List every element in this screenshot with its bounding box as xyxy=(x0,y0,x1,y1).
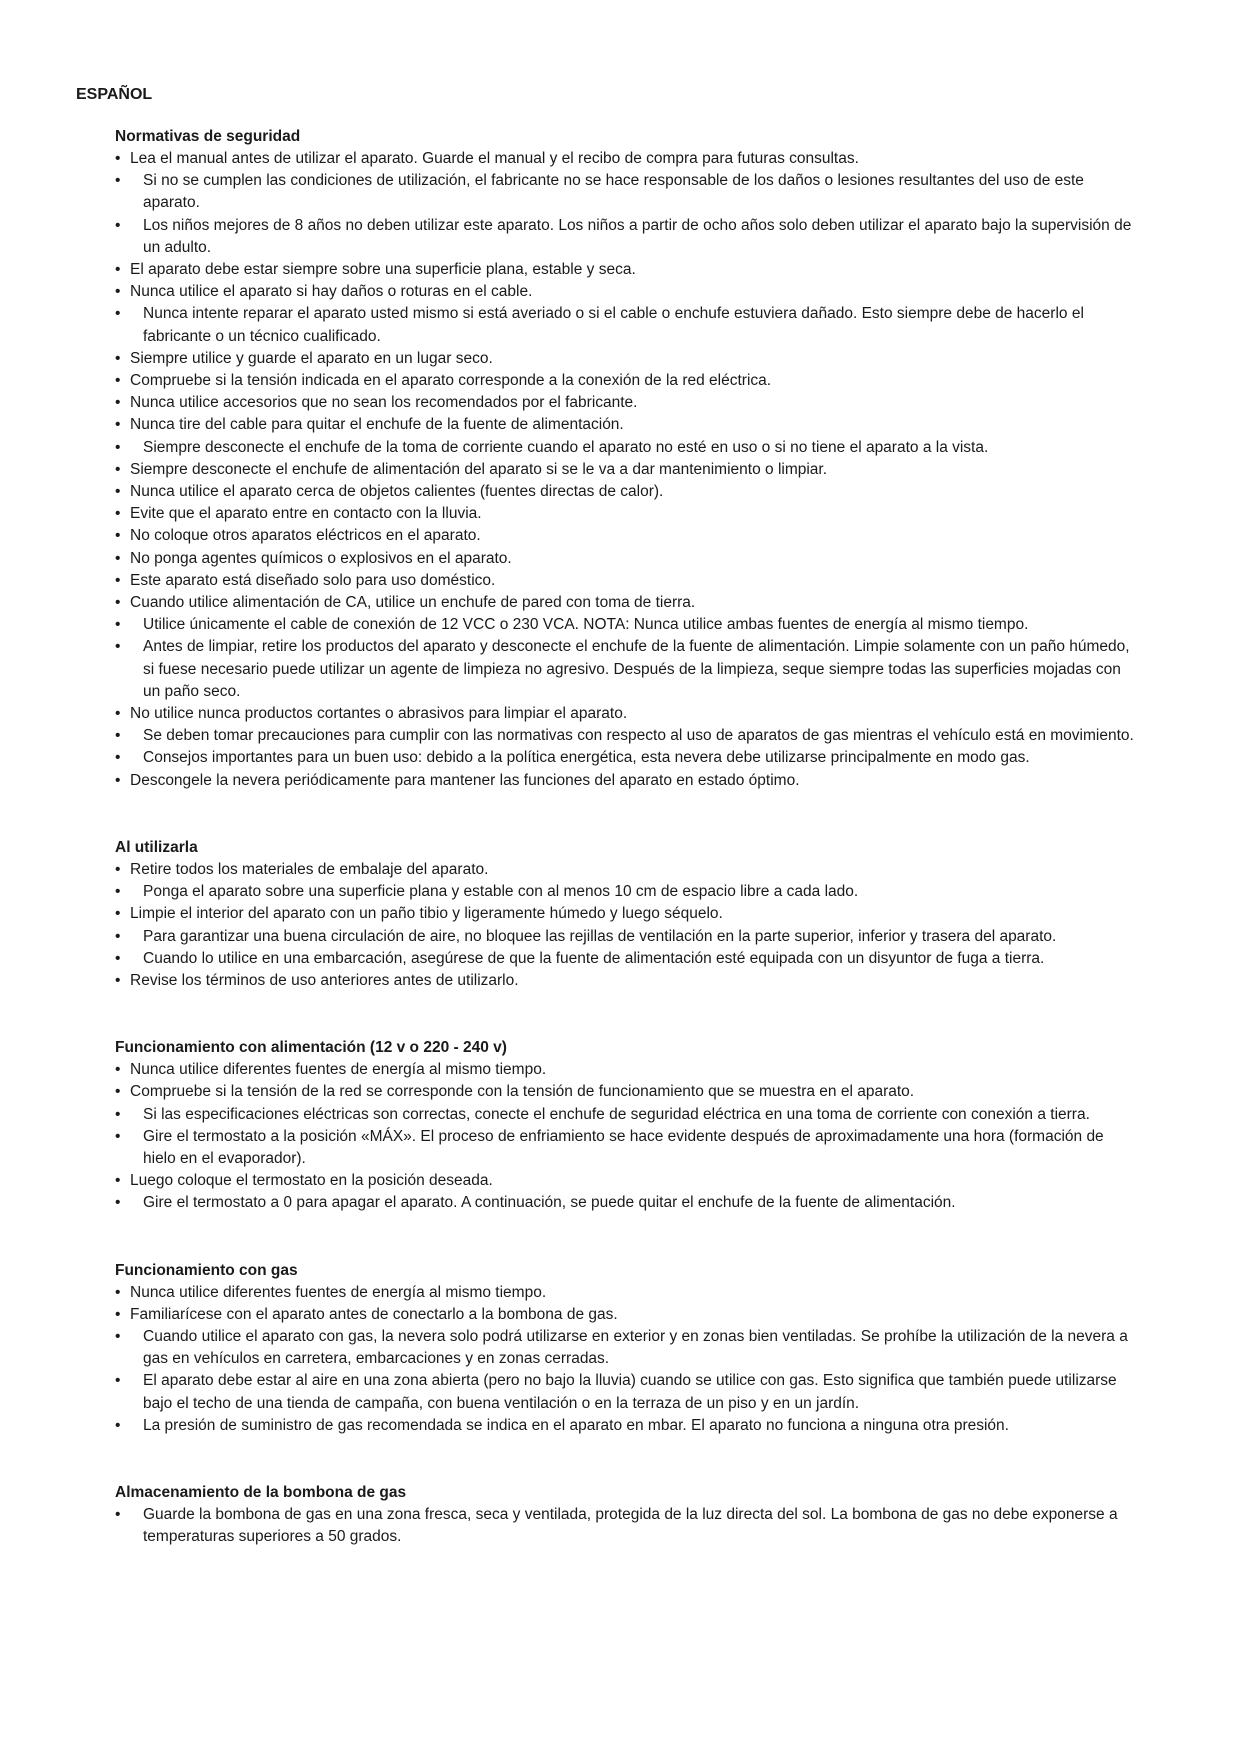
bullet-marker: • xyxy=(115,1127,121,1145)
bullet-text: Cuando lo utilice en una embarcación, asegúrese de que la fuente de alimentación esté equipada con un disyuntor de fuga a tierra. xyxy=(143,949,1045,967)
section-title: Normativas de seguridad xyxy=(115,128,301,145)
bullet-marker: • xyxy=(115,1194,121,1212)
bullet-item xyxy=(115,503,1135,525)
bullet-text: Nunca intente reparar el aparato usted mismo si está averiado o si el cable o enchufe estuviera dañado. Esto siempre debe de hacerlo el fabricante o un técnico cualificado. xyxy=(143,305,1084,345)
bullet-marker: • xyxy=(115,927,121,945)
section-almacenamiento-bombona-gas xyxy=(115,1482,1135,1548)
bullet-text: Siempre desconecte el enchufe de la toma de corriente cuando el aparato no esté en uso o si no tiene el aparato a la vista. xyxy=(143,438,989,456)
bullet-item xyxy=(115,1059,1135,1081)
bullet-text: Este aparato está diseñado solo para uso doméstico. xyxy=(130,571,496,589)
bullet-item xyxy=(115,948,1135,970)
bullet-text: Consejos importantes para un buen uso: debido a la política energética, esta nevera debe utilizarse principalmente en modo gas. xyxy=(143,749,1030,767)
bullet-item xyxy=(115,592,1135,614)
bullet-item xyxy=(115,1192,1135,1214)
bullet-item xyxy=(115,1504,1135,1548)
bullet-text: Nunca utilice el aparato si hay daños o roturas en el cable. xyxy=(130,283,533,301)
bullet-item xyxy=(115,903,1135,925)
bullet-text: Cuando utilice alimentación de CA, utilice un enchufe de pared con toma de tierra. xyxy=(130,594,696,612)
bullet-marker: • xyxy=(115,394,121,412)
bullet-text: Antes de limpiar, retire los productos del aparato y desconecte el enchufe de la fuente de alimentación. Limpie solamente con un paño húmedo, si fuese necesario puede utilizar un agente de limpieza no agresivo. Después de la limpieza, seque siempre todas las superficies mojadas con un paño seco. xyxy=(143,638,1130,700)
bullet-text: Se deben tomar precauciones para cumplir con las normativas con respecto al uso de aparatos de gas mientras el vehículo está en movimiento. xyxy=(143,727,1134,745)
section-title: Al utilizarla xyxy=(115,838,198,856)
bullet-text: Nunca utilice diferentes fuentes de energía al mismo tiempo. xyxy=(130,1283,547,1301)
bullet-text: Descongele la nevera periódicamente para mantener las funciones del aparato en estado óptimo. xyxy=(130,771,800,789)
bullet-marker: • xyxy=(115,1372,121,1390)
bullet-text: El aparato debe estar al aire en una zona abierta (pero no bajo la lluvia) cuando se utilice con gas. Esto significa que también puede utilizarse bajo el techo de una tienda de campaña, con buena ventilación o en la terraza de un piso y en un jardín. xyxy=(143,1372,1117,1412)
bullet-marker: • xyxy=(115,438,121,456)
bullet-item xyxy=(115,259,1135,281)
bullet-marker: • xyxy=(115,1105,121,1123)
bullet-marker: • xyxy=(115,638,121,656)
bullet-item xyxy=(115,926,1135,948)
bullet-marker: • xyxy=(115,505,121,523)
bullet-item xyxy=(115,970,1135,992)
bullet-item xyxy=(115,859,1135,881)
bullet-marker: • xyxy=(115,749,121,767)
bullet-text: Nunca utilice diferentes fuentes de energía al mismo tiempo. xyxy=(130,1061,547,1079)
bullet-marker: • xyxy=(115,705,121,723)
section-normativas-de-seguridad xyxy=(115,126,1135,792)
bullet-text: Familiarícese con el aparato antes de conectarlo a la bombona de gas. xyxy=(130,1305,618,1323)
bullet-marker: • xyxy=(115,305,121,323)
bullet-marker: • xyxy=(115,416,121,434)
bullet-marker: • xyxy=(115,860,121,878)
bullet-item xyxy=(115,725,1135,747)
bullet-item xyxy=(115,747,1135,769)
bullet-item xyxy=(115,1104,1135,1126)
bullet-marker: • xyxy=(115,616,121,634)
bullet-item xyxy=(115,303,1135,347)
bullet-marker: • xyxy=(115,905,121,923)
bullet-item xyxy=(115,370,1135,392)
section-title: Almacenamiento de la bombona de gas xyxy=(115,1483,407,1501)
bullet-marker: • xyxy=(115,549,121,567)
bullet-text: La presión de suministro de gas recomendada se indica en el aparato en mbar. El aparato no funciona a ninguna otra presión. xyxy=(143,1416,1009,1434)
bullet-item xyxy=(115,1304,1135,1326)
bullet-marker: • xyxy=(115,1305,121,1323)
bullet-text: El aparato debe estar siempre sobre una superficie plana, estable y seca. xyxy=(130,261,636,279)
bullet-item xyxy=(115,1126,1135,1170)
bullet-marker: • xyxy=(115,1416,121,1434)
bullet-text: Ponga el aparato sobre una superficie plana y estable con al menos 10 cm de espacio libre a cada lado. xyxy=(143,883,859,901)
bullet-text: No ponga agentes químicos o explosivos en el aparato. xyxy=(130,549,512,567)
bullet-marker: • xyxy=(115,1061,121,1079)
bullet-item xyxy=(115,770,1135,792)
bullet-text: Siempre desconecte el enchufe de alimentación del aparato si se le va a dar mantenimiento o limpiar. xyxy=(130,460,828,478)
bullet-marker: • xyxy=(115,1327,121,1345)
section-al-utilizarla xyxy=(115,837,1135,992)
bullet-item xyxy=(115,881,1135,903)
bullet-marker: • xyxy=(115,527,121,545)
bullet-text: Revise los términos de uso anteriores antes de utilizarlo. xyxy=(130,971,519,989)
section-funcionamiento-con-alimentacion xyxy=(115,1037,1135,1214)
bullet-item xyxy=(115,459,1135,481)
bullet-text: Nunca utilice el aparato cerca de objetos calientes (fuentes directas de calor). xyxy=(130,483,664,501)
bullet-marker: • xyxy=(115,1505,121,1523)
bullet-text: Guarde la bombona de gas en una zona fresca, seca y ventilada, protegida de la luz directa del sol. La bombona de gas no debe exponerse a temperaturas superiores a 50 grados. xyxy=(143,1505,1118,1546)
bullet-marker: • xyxy=(115,1283,121,1301)
bullet-item xyxy=(115,1326,1135,1370)
bullet-text: Para garantizar una buena circulación de aire, no bloquee las rejillas de ventilación en la parte superior, inferior y trasera del aparato. xyxy=(143,927,1057,945)
bullet-text: Limpie el interior del aparato con un paño tibio y ligeramente húmedo y luego séquelo. xyxy=(130,905,723,923)
bullet-marker: • xyxy=(115,771,121,789)
bullet-text: Retire todos los materiales de embalaje del aparato. xyxy=(130,860,489,878)
bullet-marker: • xyxy=(115,1083,121,1101)
bullet-text: Gire el termostato a 0 para apagar el aparato. A continuación, se puede quitar el enchufe de la fuente de alimentación. xyxy=(143,1194,956,1212)
bullet-marker: • xyxy=(115,727,121,745)
bullet-marker: • xyxy=(115,349,121,367)
bullet-item xyxy=(115,148,1135,170)
bullet-list xyxy=(115,859,1135,992)
bullet-item xyxy=(115,1415,1135,1437)
bullet-marker: • xyxy=(115,971,121,989)
bullet-list xyxy=(115,1282,1135,1437)
bullet-list xyxy=(115,148,1135,792)
bullet-marker: • xyxy=(115,372,121,390)
bullet-marker: • xyxy=(115,1172,121,1190)
bullet-marker: • xyxy=(115,150,121,167)
bullet-text: Utilice únicamente el cable de conexión de 12 VCC o 230 VCA. NOTA: Nunca utilice ambas fuentes de energía al mismo tiempo. xyxy=(143,616,1029,634)
bullet-marker: • xyxy=(115,949,121,967)
bullet-marker: • xyxy=(115,172,121,190)
bullet-marker: • xyxy=(115,483,121,501)
bullet-marker: • xyxy=(115,283,121,301)
bullet-item xyxy=(115,392,1135,414)
bullet-item xyxy=(115,414,1135,436)
bullet-item xyxy=(115,481,1135,503)
bullet-item xyxy=(115,1170,1135,1192)
language-title: ESPAÑOL xyxy=(76,86,153,103)
bullet-text: Si las especificaciones eléctricas son correctas, conecte el enchufe de seguridad eléctrica en una toma de corriente con conexión a tierra. xyxy=(143,1105,1090,1123)
bullet-text: Cuando utilice el aparato con gas, la nevera solo podrá utilizarse en exterior y en zonas bien ventiladas. Se prohíbe la utilización de la nevera a gas en vehículos en carretera, embarcaciones y en zonas cerradas. xyxy=(143,1327,1128,1368)
bullet-text: Si no se cumplen las condiciones de utilización, el fabricante no se hace responsable de los daños o lesiones resultantes del uso de este aparato. xyxy=(143,172,1084,212)
bullet-item xyxy=(115,437,1135,459)
bullet-text: Siempre utilice y guarde el aparato en un lugar seco. xyxy=(130,349,493,367)
bullet-text: Compruebe si la tensión indicada en el aparato corresponde a la conexión de la red eléctrica. xyxy=(130,372,772,390)
bullet-list xyxy=(115,1504,1135,1548)
bullet-text: No utilice nunca productos cortantes o abrasivos para limpiar el aparato. xyxy=(130,705,628,723)
bullet-text: Compruebe si la tensión de la red se corresponde con la tensión de funcionamiento que se muestra en el aparato. xyxy=(130,1083,915,1101)
bullet-text: Nunca tire del cable para quitar el enchufe de la fuente de alimentación. xyxy=(130,416,624,434)
bullet-item xyxy=(115,636,1135,703)
bullet-item xyxy=(115,548,1135,570)
bullet-item xyxy=(115,348,1135,370)
bullet-list xyxy=(115,1059,1135,1214)
bullet-text: Lea el manual antes de utilizar el aparato. Guarde el manual y el recibo de compra para futuras consultas. xyxy=(130,150,859,167)
bullet-marker: • xyxy=(115,216,121,234)
section-funcionamiento-con-gas xyxy=(115,1260,1135,1437)
bullet-marker: • xyxy=(115,883,121,901)
bullet-item xyxy=(115,215,1135,259)
bullet-text: Luego coloque el termostato en la posición deseada. xyxy=(130,1172,493,1190)
bullet-marker: • xyxy=(115,261,121,279)
bullet-item xyxy=(115,170,1135,214)
bullet-item xyxy=(115,1370,1135,1414)
bullet-item xyxy=(115,525,1135,547)
bullet-marker: • xyxy=(115,460,121,478)
bullet-text: Gire el termostato a la posición «MÁX». El proceso de enfriamiento se hace evidente después de aproximadamente una hora (formación de hielo en el evaporador). xyxy=(143,1127,1104,1167)
section-title: Funcionamiento con gas xyxy=(115,1261,298,1279)
bullet-text: No coloque otros aparatos eléctricos en el aparato. xyxy=(130,527,481,545)
bullet-item xyxy=(115,281,1135,303)
bullet-item xyxy=(115,570,1135,592)
bullet-marker: • xyxy=(115,571,121,589)
bullet-item xyxy=(115,703,1135,725)
bullet-text: Nunca utilice accesorios que no sean los recomendados por el fabricante. xyxy=(130,394,638,412)
bullet-item xyxy=(115,1081,1135,1103)
section-title: Funcionamiento con alimentación (12 v o 220 - 240 v) xyxy=(115,1039,507,1057)
bullet-text: Evite que el aparato entre en contacto con la lluvia. xyxy=(130,505,482,523)
bullet-item xyxy=(115,614,1135,636)
bullet-marker: • xyxy=(115,594,121,612)
bullet-item xyxy=(115,1282,1135,1304)
bullet-text: Los niños mejores de 8 años no deben utilizar este aparato. Los niños a partir de ocho años solo deben utilizar el aparato bajo la supervisión de un adulto. xyxy=(143,216,1132,256)
manual-content xyxy=(115,126,1135,1548)
